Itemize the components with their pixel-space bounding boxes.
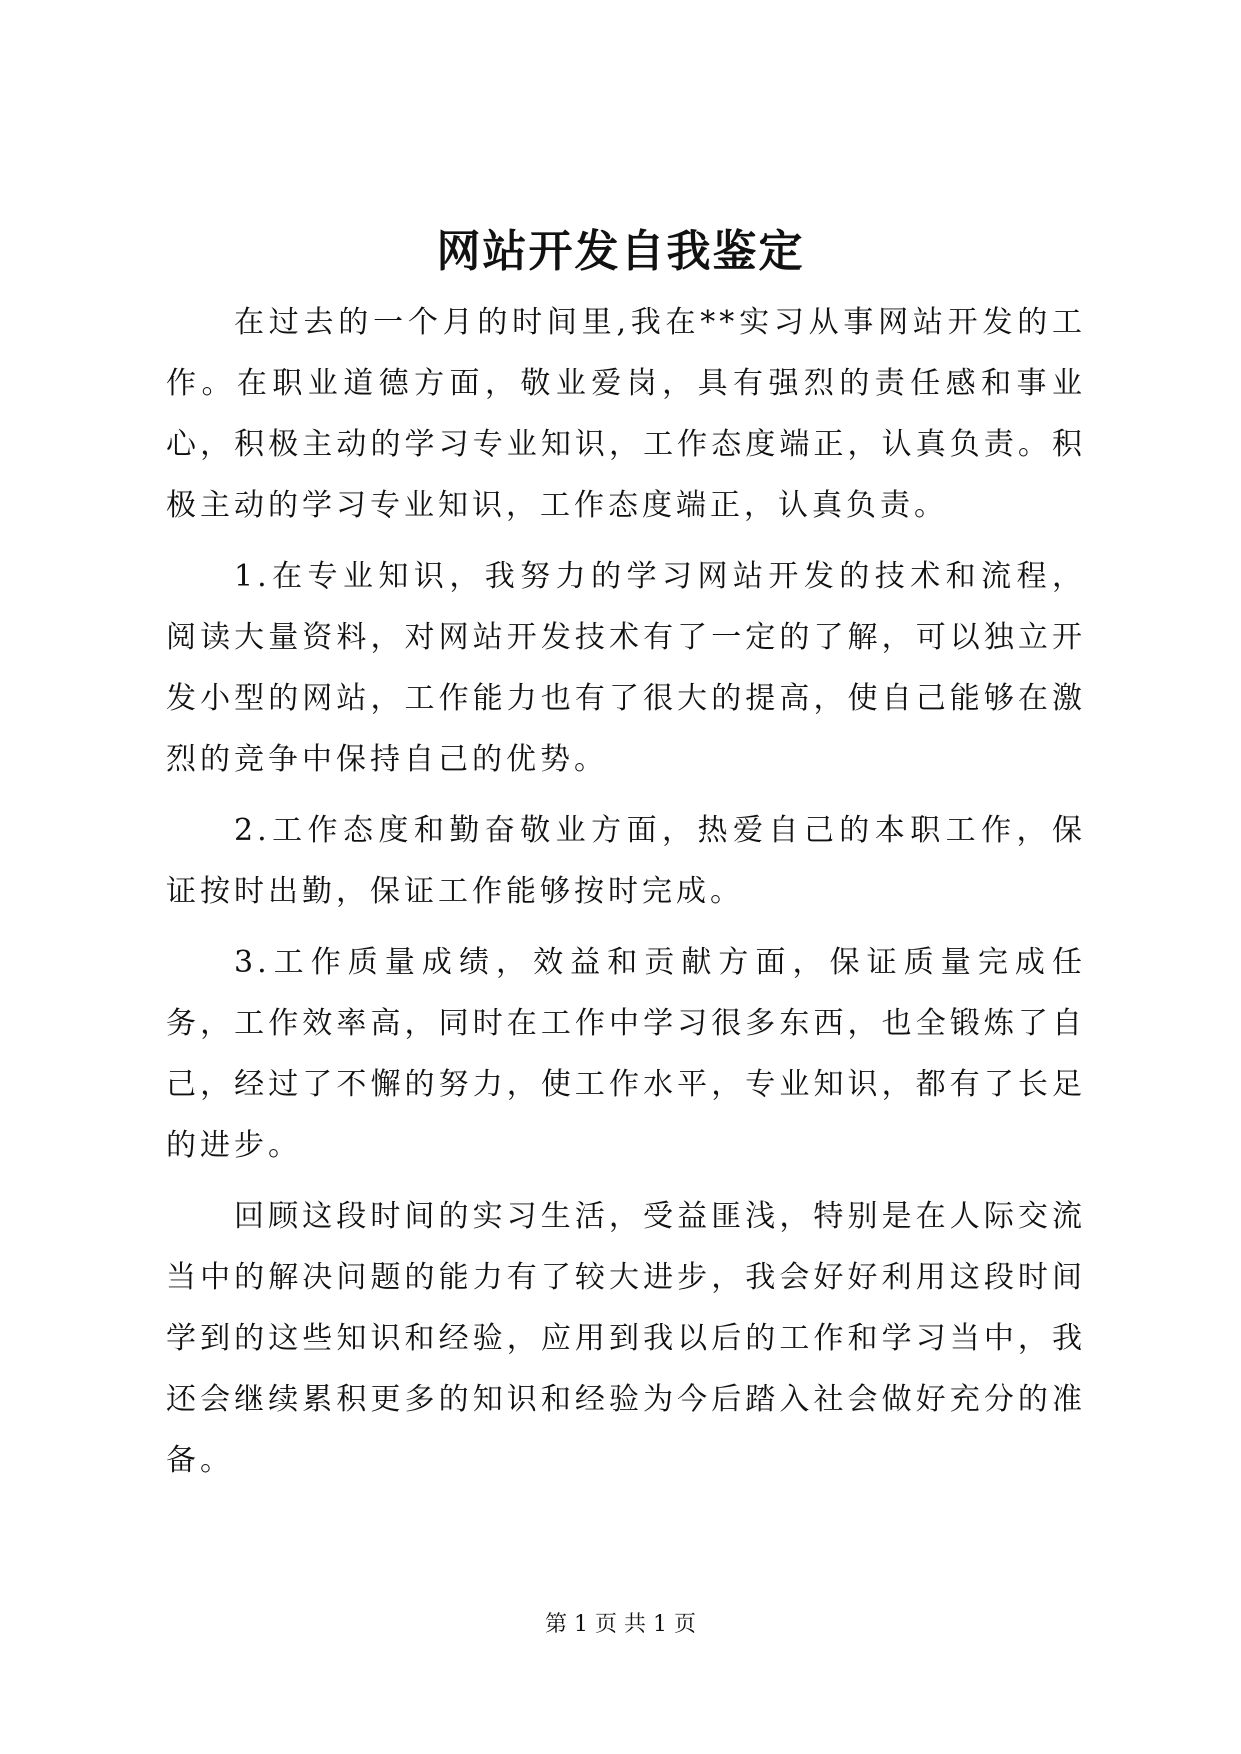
document-body xyxy=(166,292,1086,1501)
page-title: 网站开发自我鉴定 xyxy=(436,226,805,277)
paragraph-point-3: 3.工作质量成绩，效益和贡献方面，保证质量完成任务，工作效率高，同时在工作中学习很多东西，也全锻炼了自己，经过了不懈的努力，使工作水平，专业知识，都有了长足的进步。 xyxy=(166,945,1086,1163)
paragraph-intro: 在过去的一个月的时间里,我在**实习从事网站开发的工作。在职业道德方面，敬业爱岗，具有强烈的责任感和事业心，积极主动的学习专业知识，工作态度端正，认真负责。积极主动的学习专业知识，工作态度端正，认真负责。 xyxy=(166,305,1086,523)
paragraph-point-1: 1.在专业知识，我努力的学习网站开发的技术和流程，阅读大量资料，对网站开发技术有了一定的了解，可以独立开发小型的网站，工作能力也有了很大的提高，使自己能够在激烈的竞争中保持自己的优势。 xyxy=(166,559,1086,777)
paragraph-point-2: 2.工作态度和勤奋敬业方面，热爱自己的本职工作，保证按时出勤，保证工作能够按时完成。 xyxy=(166,813,1086,909)
paragraph-conclusion: 回顾这段时间的实习生活，受益匪浅，特别是在人际交流当中的解决问题的能力有了较大进步，我会好好利用这段时间学到的这些知识和经验，应用到我以后的工作和学习当中，我还会继续累积更多的知识和经验为今后踏入社会做好充分的准备。 xyxy=(166,1199,1086,1478)
page-footer: 第 1 页 共 1 页 xyxy=(545,1612,696,1637)
